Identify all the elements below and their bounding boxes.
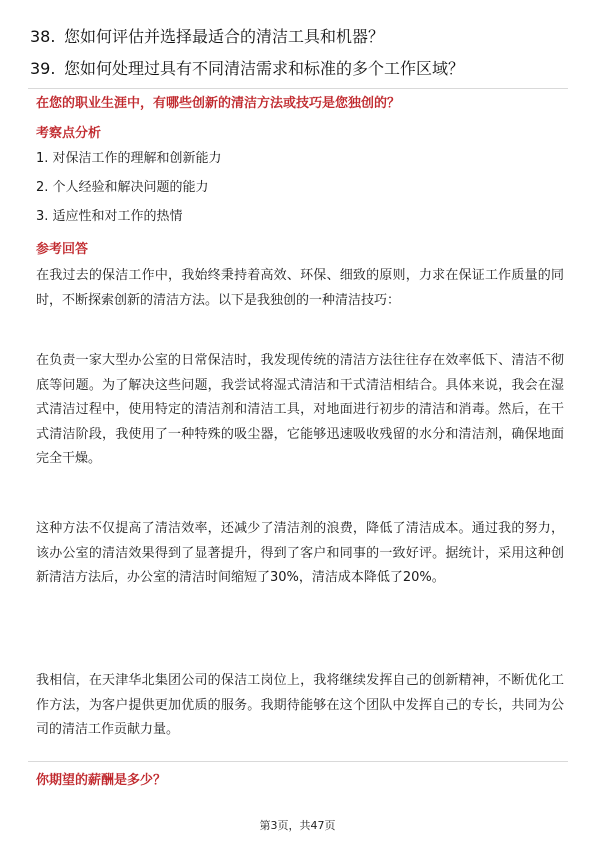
question-number: 38. bbox=[30, 27, 56, 46]
question-text: 您如何处理过具有不同清洁需求和标准的多个工作区域？ bbox=[64, 59, 465, 78]
divider bbox=[28, 761, 568, 762]
question-number: 39. bbox=[30, 59, 56, 78]
analysis-point: 3. 适应性和对工作的热情 bbox=[36, 209, 183, 224]
answer-paragraph: 在我过去的保洁工作中，我始终秉持着高效、环保、细致的原则，力求在保证工作质量的同时，不断探索创新的清洁方法。以下是我独创的一种清洁技巧： bbox=[36, 268, 564, 308]
question-39 bbox=[30, 59, 464, 79]
analysis-point: 2. 个人经验和解决问题的能力 bbox=[36, 180, 209, 195]
analysis-label: 考察点分析 bbox=[36, 126, 102, 141]
answer-paragraph: 我相信，在天津华北集团公司的保洁工岗位上，我将继续发挥自己的创新精神，不断优化工作方法，为客户提供更加优质的服务。我期待能够在这个团队中发挥自己的专长，共同为公司的清洁工作贡献力量。 bbox=[36, 673, 564, 737]
analysis-point: 1. 对保洁工作的理解和创新能力 bbox=[36, 151, 222, 166]
divider bbox=[28, 88, 568, 89]
answer-label: 参考回答 bbox=[36, 242, 89, 257]
next-question-heading: 你期望的薪酬是多少？ bbox=[36, 773, 167, 788]
main-question-heading: 在您的职业生涯中，有哪些创新的清洁方法或技巧是您独创的？ bbox=[36, 96, 401, 111]
question-text: 您如何评估并选择最适合的清洁工具和机器？ bbox=[64, 27, 385, 46]
answer-paragraph: 这种方法不仅提高了清洁效率，还减少了清洁剂的浪费，降低了清洁成本。通过我的努力，该办公室的清洁效果得到了显著提升，得到了客户和同事的一致好评。据统计，采用这种创新清洁方法后，办公室的清洁时间缩短了30%，清洁成本降低了20%。 bbox=[36, 521, 564, 585]
page-footer: 第3页，共47页 bbox=[259, 819, 336, 832]
answer-paragraph: 在负责一家大型办公室的日常保洁时，我发现传统的清洁方法往往存在效率低下、清洁不彻底等问题。为了解决这些问题，我尝试将湿式清洁和干式清洁相结合。具体来说，我会在湿式清洁过程中，使用特定的清洁剂和清洁工具，对地面进行初步的清洁和消毒。然后，在干式清洁阶段，我使用了一种特殊的吸尘器，它能够迅速吸收残留的水分和清洁剂，确保地面完全干燥。 bbox=[36, 353, 564, 466]
question-38 bbox=[30, 27, 384, 47]
